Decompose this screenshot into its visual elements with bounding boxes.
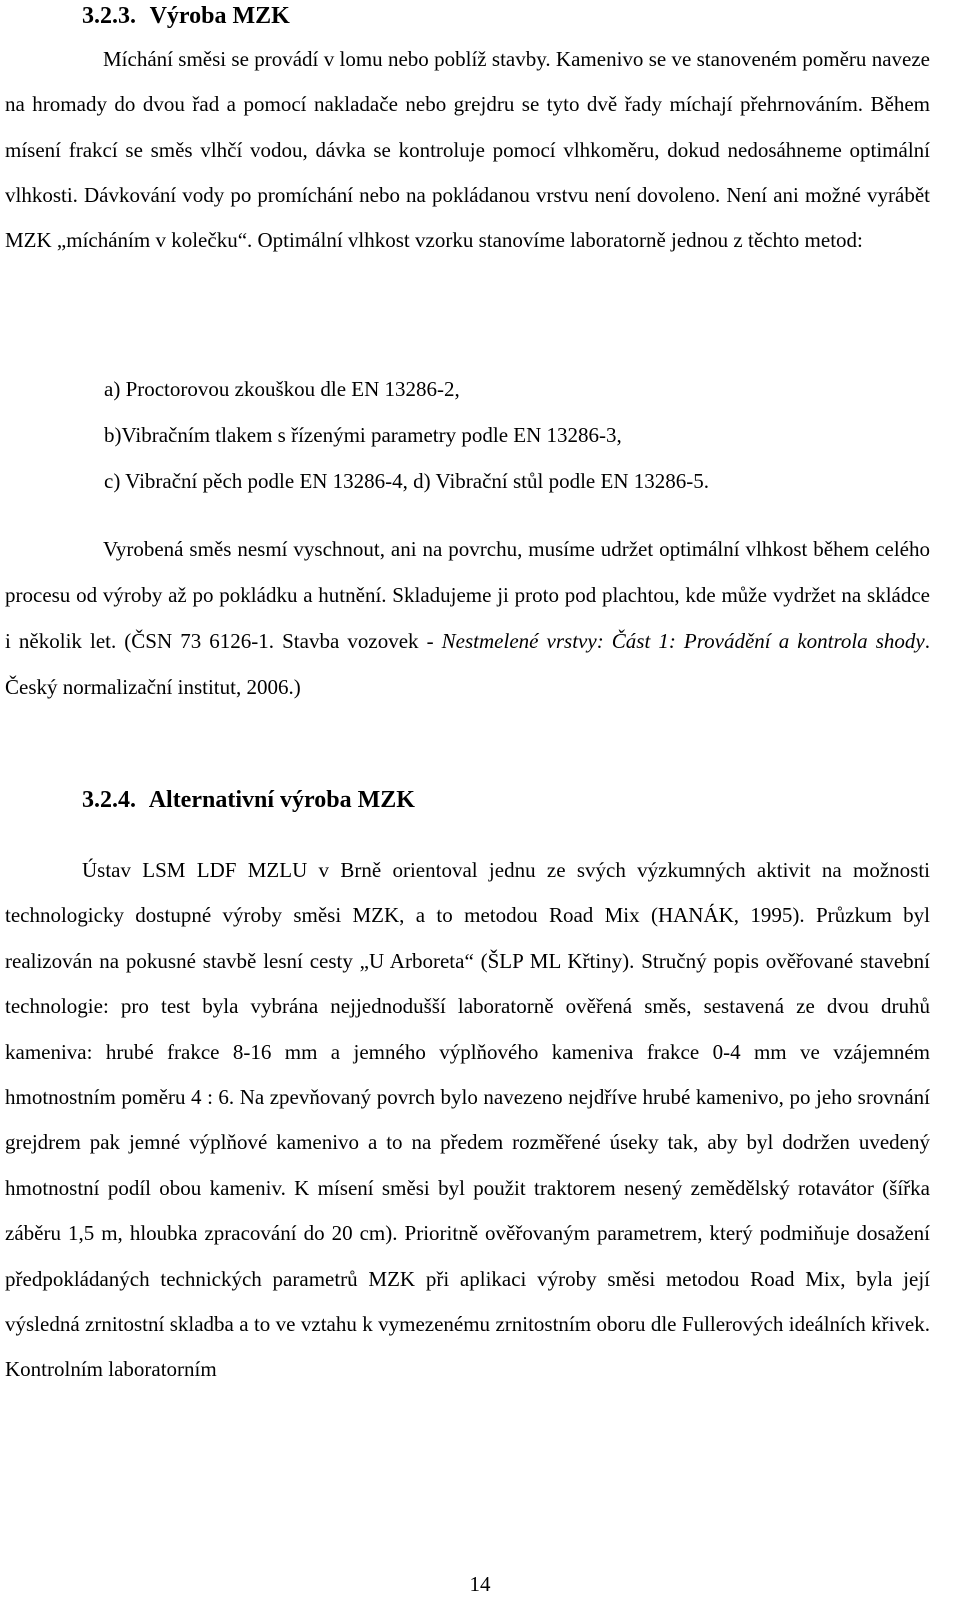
paragraph-alternative-production: Ústav LSM LDF MZLU v Brně orientoval jednu ze svých výzkumných aktivit na možnosti technologicky dostupné výroby směsi MZK, a to metodou Road Mix (HANÁK, 1995). Průzkum byl realizován na pokusné stavbě lesní cesty „U Arboreta“ (ŠLP ML Křtiny). Stručný popis ověřované stavební technologie: pro test byla vybrána nejjednodušší laboratorně ověřená směs, sestavená ze dvou druhů kameniva: hrubé frakce 8-16 mm a jemného výplňového kameniva frakce 0-4 mm ve vzájemném hmotnostním poměru 4 : 6. Na zpevňovaný povrch bylo navezeno nejdříve hrubé kamenivo, po jeho srovnání grejdrem pak jemné výplňové kamenivo a to na předem rozměřené úseky tak, aby byl dodržen uvedený hmotnostní podíl obou kameniv. K mísení směsi byl použit traktorem nesený zemědělský rotavátor (šířka záběru 1,5 m, hloubka zpracování do 20 cm). Prioritně ověřovaným parametrem, který podmiňuje dosažení předpokládaných technických parametrů MZK při aplikaci výroby směsi metodou Road Mix, byla její výsledná zrnitostní skladba a to ve vztahu k vymezenému zrnitostním oboru dle Fullerových ideálních křivek. Kontrolním laboratorním bbox=[5, 858, 930, 1382]
section-heading-3-2-3 bbox=[82, 1, 290, 31]
storage-text-end: . Český normalizační institut, 2006.) bbox=[5, 629, 930, 699]
paragraph-mixing: Míchání směsi se provádí v lomu nebo poblíž stavby. Kamenivo se ve stanoveném poměru naveze na hromady do dvou řad a pomocí nakladače nebo grejdru se tyto dvě řady míchají přehrnováním. Během mísení frakcí se směs vlhčí vodou, dávka se kontroluje pomocí vlhkoměru, dokud nedosáhneme optimální vlhkosti. Dávkování vody po promíchání nebo na pokládanou vrstvu není dovoleno. Není ani možné vyrábět MZK „mícháním v kolečku“. Optimální vlhkost vzorku stanovíme laboratorně jednou z těchto metod: bbox=[5, 47, 930, 253]
method-item-a: a) Proctorovou zkouškou dle EN 13286-2, bbox=[104, 377, 460, 401]
page-number: 14 bbox=[469, 1572, 491, 1596]
method-item-b: b)Vibračním tlakem s řízenými parametry podle EN 13286-3, bbox=[104, 423, 622, 447]
storage-text: Vyrobená směs nesmí vyschnout, ani na povrchu, musíme udržet optimální vlhkost během celého procesu od výroby až po pokládku a hutnění. Skladujeme ji proto pod plachtou, kde může vydržet na skládce i několik let. (ČSN 73 6126-1. Stavba vozovek - bbox=[5, 537, 930, 653]
methods-list bbox=[104, 366, 709, 504]
section-title: Alternativní výroba MZK bbox=[148, 787, 415, 813]
paragraph-storage bbox=[5, 526, 930, 710]
section-title: Výroba MZK bbox=[149, 3, 290, 29]
section-number: 3.2.4. bbox=[82, 787, 136, 813]
standard-title-italic: Nestmelené vrstvy: Část 1: Provádění a kontrola shody bbox=[441, 629, 925, 653]
method-item-cd: c) Vibrační pěch podle EN 13286-4, d) Vibrační stůl podle EN 13286-5. bbox=[104, 469, 709, 493]
section-number: 3.2.3. bbox=[82, 3, 136, 29]
section-heading-3-2-4 bbox=[82, 785, 415, 815]
